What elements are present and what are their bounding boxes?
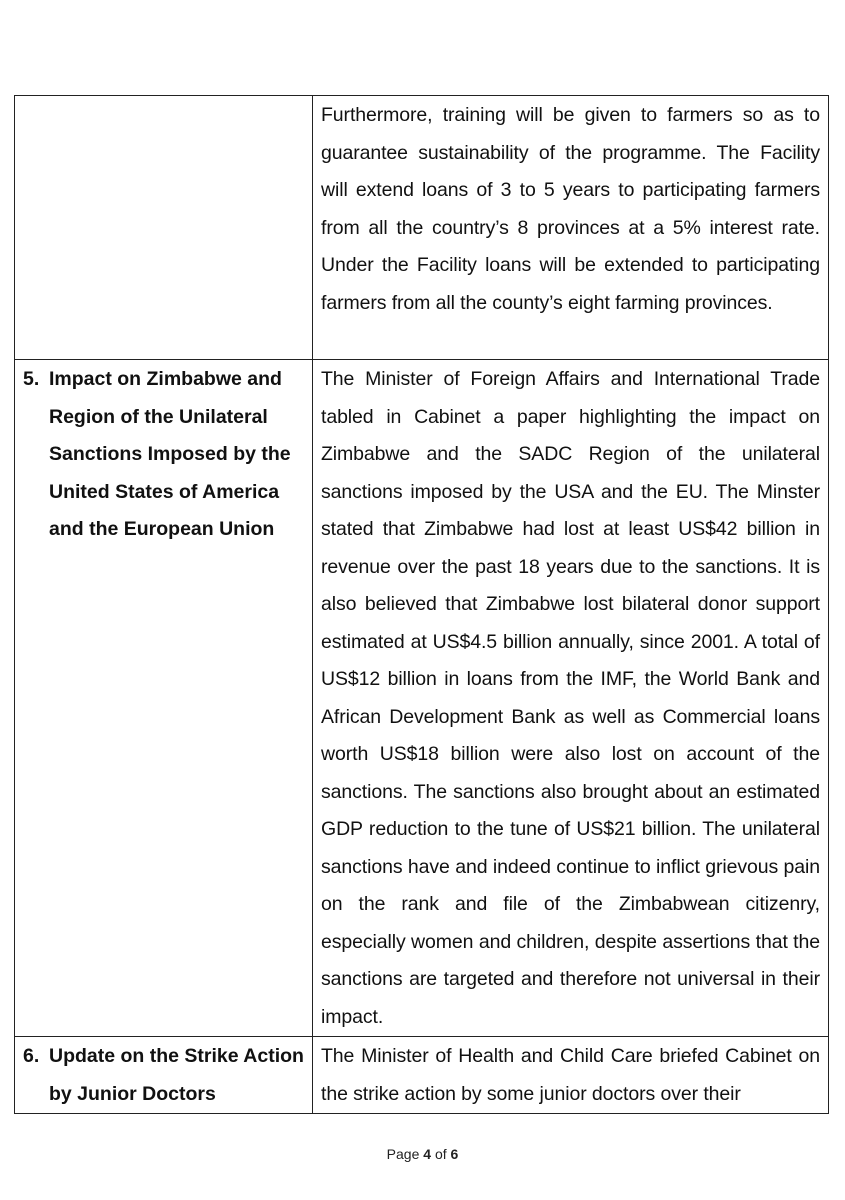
page-label: Page bbox=[386, 1146, 420, 1162]
item-topic: Update on the Strike Action by Junior Doctors bbox=[49, 1045, 304, 1105]
body-cell bbox=[313, 96, 829, 360]
topic-cell bbox=[15, 360, 313, 1037]
body-cell bbox=[313, 360, 829, 1037]
item-body: The Minister of Foreign Affairs and International Trade tabled in Cabinet a paper highlighting the impact on Zimbabwe and the SADC Region of the unilateral sanctions imposed by the USA and the EU. The Minster stated that Zimbabwe had lost at least US$42 billion in revenue over the past 18 years due to the sanctions. It is also believed that Zimbabwe lost bilateral donor support estimated at US$4.5 billion annually, since 2001. A total of US$12 billion in loans from the IMF, the World Bank and African Development Bank as well as Commercial loans worth US$18 billion were also lost on account of the sanctions. The sanctions also brought about an estimated GDP reduction to the tune of US$21 billion. The unilateral sanctions have and indeed continue to inflict grievous pain on the rank and file of the Zimbabwean citizenry, especially women and children, despite assertions that the sanctions are targeted and therefore not universal in their impact. bbox=[321, 368, 820, 1028]
current-page-number: 4 bbox=[423, 1146, 432, 1162]
table-row bbox=[15, 1037, 829, 1114]
of-label: of bbox=[434, 1146, 447, 1162]
item-number: 5. bbox=[23, 368, 40, 390]
item-body: Furthermore, training will be given to farmers so as to guarantee sustainability of the programme. The Facility will extend loans of 3 to 5 years to participating farmers from all the country’s 8 provinces at a 5% interest rate. Under the Facility loans will be extended to participating farmers from all the county’s eight farming provinces. bbox=[321, 104, 820, 314]
item-topic: Impact on Zimbabwe and Region of the Unilateral Sanctions Imposed by the United States of America and the European Union bbox=[49, 368, 291, 540]
total-pages-number: 6 bbox=[450, 1146, 459, 1162]
topic-cell bbox=[15, 96, 313, 360]
body-cell bbox=[313, 1037, 829, 1114]
table-row bbox=[15, 96, 829, 360]
item-body: The Minister of Health and Child Care briefed Cabinet on the strike action by some junior doctors over their bbox=[321, 1045, 820, 1105]
item-number: 6. bbox=[23, 1045, 40, 1067]
topic-cell bbox=[15, 1037, 313, 1114]
minutes-table bbox=[14, 95, 829, 1114]
table-row bbox=[15, 360, 829, 1037]
page-footer bbox=[0, 1146, 845, 1162]
